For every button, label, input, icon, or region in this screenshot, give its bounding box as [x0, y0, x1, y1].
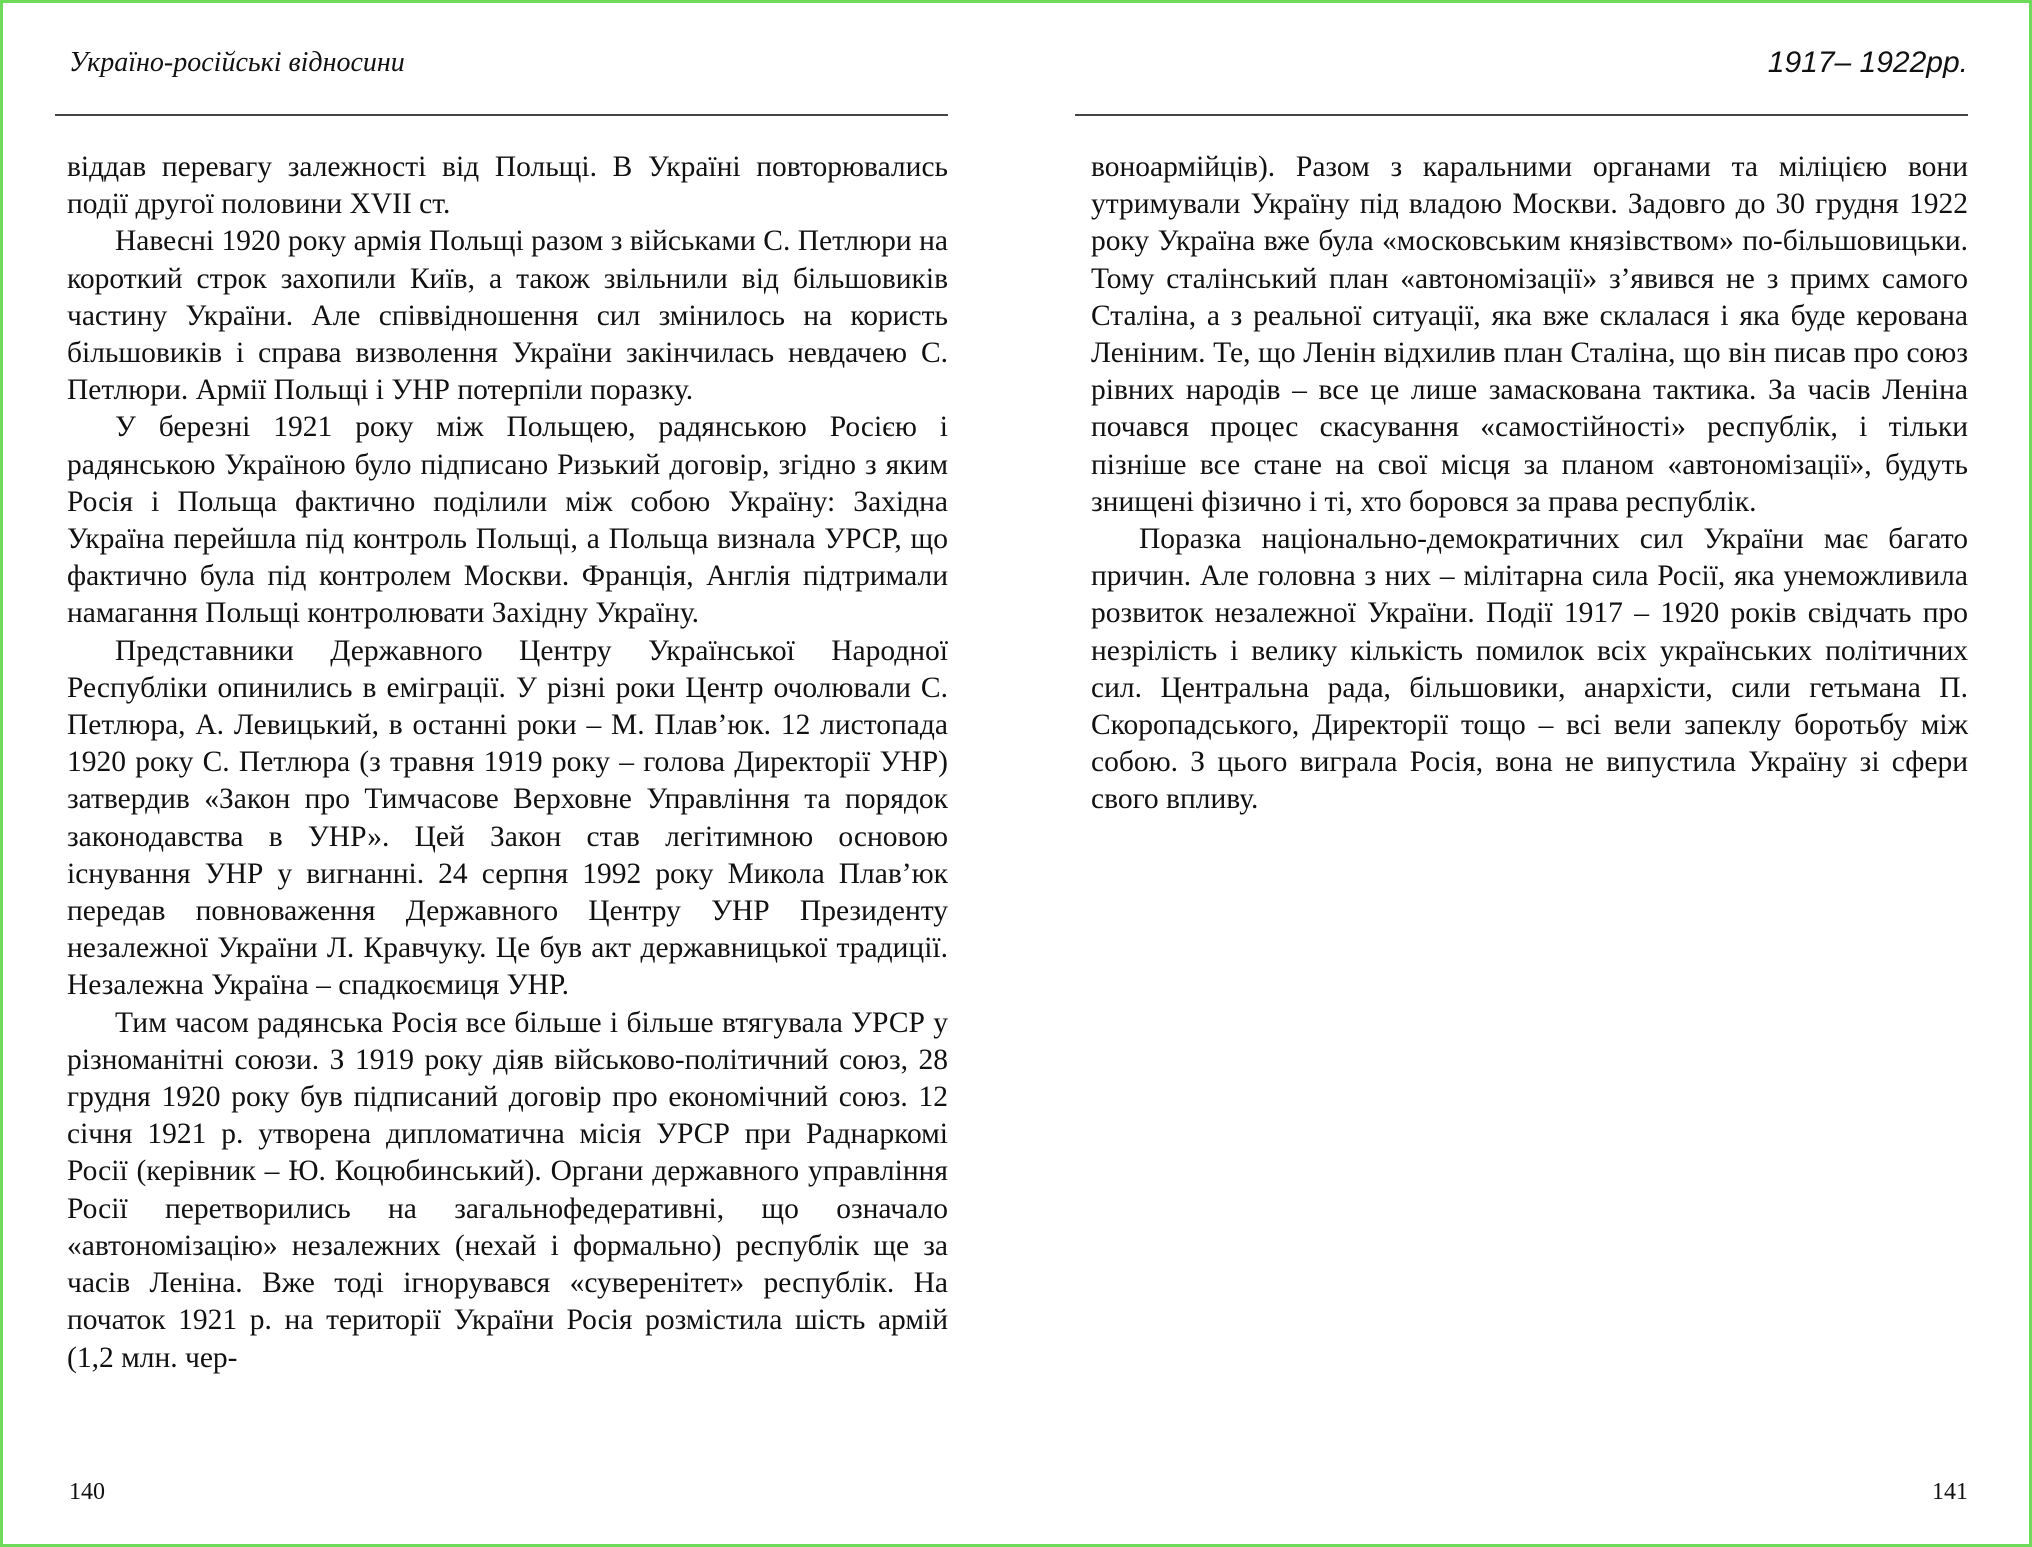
paragraph: Навесні 1920 року армія Польщі разом з військами С. Петлюри на короткий строк захопили Київ, а також звільнили від більшовиків частину України. Але співвідношення сил змінилось на користь більшовиків і справа визволення України закінчилась невдачею С. Петлюри. Армії Польщі і УНР потерпіли поразку.: [67, 225, 948, 407]
paragraph: Поразка національно-демократичних сил України має багато причин. Але головна з них – мілітарна сила Росії, яка унеможливила розвиток незалежної України. Події 1917 – 1920 років свідчать про незрілість і велику кількість помилок всіх українських політичних сил. Центральна рада, більшовики, анархісти, сили гетьмана П. Скоропадського, Директорії тощо – всі вели запеклу боротьбу між собою. З цього виграла Росія, вона не випустила Україну зі сфери свого впливу.: [1091, 523, 1968, 816]
left-body-text: [67, 149, 948, 1377]
paragraph: У березні 1921 року між Польщею, радянською Росією і радянською Україною було підписано Ризький договір, згідно з яким Росія і Польща фактично поділили між собою Україну: Західна Україна перейшла під контроль Польщі, а Польща визнала УРСР, що фактично була під контролем Москви. Франція, Англія підтримали намагання Польщі контролювати Західну Україну.: [67, 411, 948, 630]
paragraph: воноармійців). Разом з каральними органами та міліцією вони утримували Україну під владою Москви. Задовго до 30 грудня 1922 року Україна вже була «московським князівством» по-більшовицьки. Тому сталінський план «автономізації» з’явився не з примх самого Сталіна, а з реальної ситуації, яка вже склалася і яка буде керована Леніним. Те, що Ленін відхилив план Сталіна, що він писав про союз рівних народів – все це лише замаскована тактика. За часів Леніна почався процес скасування «самостійності» республік, і тільки пізніше все стане на свої місця за планом «автономізації», будуть знищені фізично і ті, хто боровся за права республік.: [1091, 151, 1968, 518]
left-running-head: Україно-російські відносини: [69, 47, 405, 78]
right-body-text: [1091, 149, 1968, 819]
right-running-head: 1917– 1922рр.: [1767, 46, 1968, 79]
left-page: [55, 3, 948, 1544]
right-header-rule: [1075, 114, 1968, 116]
paragraph: Представники Державного Центру Української Народної Республіки опинились в еміграції. У різні роки Центр очолювали С. Петлюра, А. Левицький, в останні роки – М. Плав’юк. 12 листопада 1920 року С. Петлюра (з травня 1919 року – голова Директорії УНР) затвердив «Закон про Тимчасове Верховне Управління та порядок законодавства в УНР». Цей Закон став легітимною основою існування УНР у вигнанні. 24 серпня 1992 року Микола Плав’юк передав повноваження Державного Центру УНР Президенту незалежної України Л. Кравчуку. Це був акт державницької традиції. Незалежна Україна – спадкоємиця УНР.: [67, 634, 948, 1002]
paragraph: віддав перевагу залежності від Польщі. В Україні повторювались події другої половини XVII ст.: [67, 151, 948, 221]
right-page: [1075, 3, 1968, 1544]
left-header-rule: [55, 114, 948, 116]
paragraph: Тим часом радянська Росія все більше і більше втягувала УРСР у різноманітні союзи. З 1919 року діяв військово-політичний союз, 28 грудня 1920 року був підписаний договір про економічний союз. 12 січня 1921 р. утворена дипломатична місія УРСР при Раднаркомі Росії (керівник – Ю. Коцюбинський). Органи державного управління Росії перетворились на загальнофедеративні, що означало «автономізацію» незалежних (нехай і формально) республік ще за часів Леніна. Вже тоді ігнорувався «суверенітет» республік. На початок 1921 р. на території України Росія розмістила шість армій (1,2 млн. чер-: [67, 1006, 948, 1374]
right-page-number: 141: [1932, 1479, 1968, 1505]
left-page-number: 140: [69, 1479, 105, 1505]
